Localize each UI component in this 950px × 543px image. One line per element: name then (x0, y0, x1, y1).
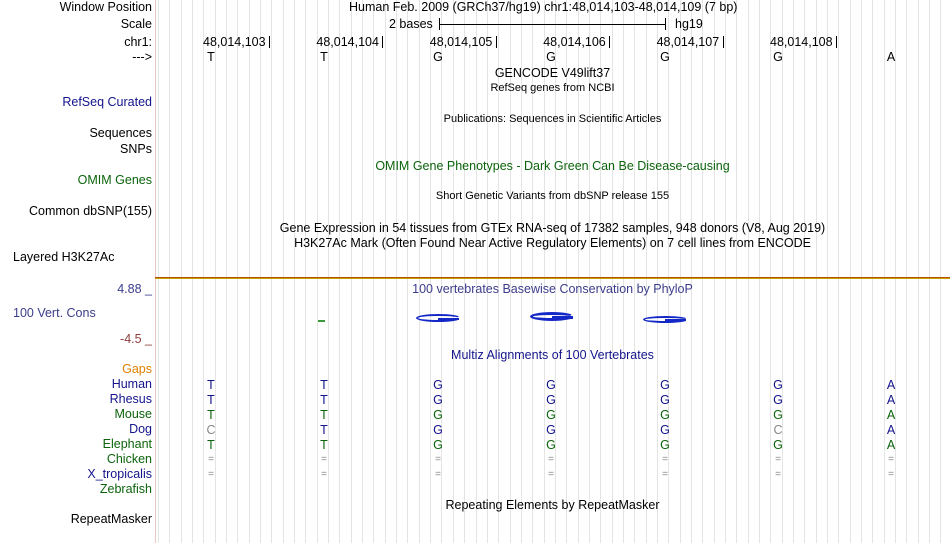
alignment-base: G (433, 423, 443, 437)
alignment-base: T (207, 438, 215, 452)
alignment-base: G (433, 393, 443, 407)
omim-track-label[interactable]: OMIM Genes (77, 173, 152, 187)
scale-label: Scale (120, 17, 152, 31)
phylop-track-title[interactable]: 100 vertebrates Basewise Conservation by PhyloP (412, 282, 693, 296)
dbsnp-track-label[interactable]: Common dbSNP(155) (29, 204, 152, 218)
alignment-base: G (546, 408, 556, 422)
alignment-base: G (660, 393, 670, 407)
alignment-base: = (548, 454, 554, 465)
alignment-base: G (660, 438, 670, 452)
sequence-base: G (660, 50, 670, 64)
alignment-base: T (207, 393, 215, 407)
alignment-base: G (773, 393, 783, 407)
refseq-track-title[interactable]: RefSeq genes from NCBI (490, 82, 615, 94)
scale-text: 2 bases (389, 17, 433, 31)
chrom-label: chr1: (124, 35, 152, 49)
assembly-position: Human Feb. 2009 (GRCh37/hg19) chr1:48,014,103-48,014,109 (7 bp) (349, 0, 738, 14)
alignment-base: G (773, 438, 783, 452)
strand-label: ---> (132, 50, 152, 64)
sequences-track-label[interactable]: Sequences (89, 126, 152, 140)
phylop-logo-t (318, 320, 325, 322)
coordinate-tick (269, 36, 270, 48)
alignment-base: T (320, 393, 328, 407)
coordinate-tick (836, 36, 837, 48)
species-label-human[interactable]: Human (111, 377, 152, 391)
alignment-base: A (886, 423, 896, 437)
h3k27ac-signal-line-2 (155, 278, 950, 279)
alignment-base: T (207, 378, 215, 392)
dbsnp-track-title[interactable]: Short Genetic Variants from dbSNP release 155 (435, 190, 670, 202)
snps-track-label[interactable]: SNPs (120, 142, 152, 156)
h3k27ac-track-label[interactable]: Layered H3K27Ac (13, 250, 115, 264)
phylop-track-label[interactable]: 100 Vert. Cons (13, 306, 96, 320)
window-position-label: Window Position (59, 0, 152, 14)
species-label-mouse[interactable]: Mouse (114, 407, 152, 421)
alignment-base: C (206, 423, 216, 437)
alignment-base: G (660, 423, 670, 437)
alignment-base: G (546, 378, 556, 392)
gencode-track-title[interactable]: GENCODE V49lift37 (494, 66, 611, 80)
coordinate-label: 48,014,103 (203, 35, 266, 49)
sequence-base: T (207, 50, 215, 64)
alignment-base: G (660, 378, 670, 392)
multiz-track-title[interactable]: Multiz Alignments of 100 Vertebrates (451, 348, 654, 362)
omim-track-title[interactable]: OMIM Gene Phenotypes - Dark Green Can Be Disease-causing (375, 159, 730, 173)
species-label-zebrafish[interactable]: Zebrafish (99, 482, 152, 496)
coordinate-tick (382, 36, 383, 48)
alignment-base: = (888, 454, 894, 465)
alignment-base: G (433, 378, 443, 392)
alignment-base: G (433, 408, 443, 422)
alignment-base: = (435, 469, 441, 480)
species-label-rhesus[interactable]: Rhesus (109, 392, 152, 406)
alignment-base: = (775, 454, 781, 465)
alignment-base: G (773, 378, 783, 392)
repeatmasker-track-title[interactable]: Repeating Elements by RepeatMasker (445, 498, 660, 512)
repeatmasker-track-label[interactable]: RepeatMasker (70, 512, 152, 526)
alignment-base: A (886, 408, 896, 422)
sequence-base: G (546, 50, 556, 64)
scale-bar (439, 17, 666, 31)
phylop-logo-g3 (643, 316, 688, 323)
coordinate-label: 48,014,108 (770, 35, 833, 49)
sequence-base: A (886, 50, 896, 64)
alignment-base: = (888, 469, 894, 480)
phylop-logo-g1 (416, 314, 461, 322)
gtex-track-title[interactable]: Gene Expression in 54 tissues from GTEx RNA-seq of 17382 samples, 948 donors (V8, Aug 2019) (279, 221, 826, 235)
alignment-base: A (886, 378, 896, 392)
gaps-label[interactable]: Gaps (122, 362, 152, 376)
alignment-base: A (886, 393, 896, 407)
alignment-base: T (320, 408, 328, 422)
coordinate-label: 48,014,107 (656, 35, 720, 49)
db-name: hg19 (675, 17, 703, 31)
coordinate-tick (609, 36, 610, 48)
coordinate-label: 48,014,105 (429, 35, 493, 49)
refseq-track-label[interactable]: RefSeq Curated (62, 95, 152, 109)
alignment-base: G (660, 408, 670, 422)
alignment-base: G (773, 408, 783, 422)
species-label-x_tropicalis[interactable]: X_tropicalis (87, 467, 152, 481)
alignment-base: = (208, 469, 214, 480)
alignment-base: A (886, 438, 896, 452)
alignment-base: G (546, 393, 556, 407)
alignment-base: T (320, 378, 328, 392)
alignment-base: = (208, 454, 214, 465)
phylop-max-label: 4.88 _ (117, 282, 152, 296)
species-label-dog[interactable]: Dog (129, 422, 152, 436)
alignment-base: T (320, 438, 328, 452)
phylop-min-label: -4.5 _ (120, 332, 152, 346)
h3k27ac-track-title[interactable]: H3K27Ac Mark (Often Found Near Active Regulatory Elements) on 7 cell lines from ENCODE (294, 236, 811, 250)
coordinate-tick (496, 36, 497, 48)
alignment-base: T (320, 423, 328, 437)
alignment-base: = (435, 454, 441, 465)
phylop-logo-g2 (530, 312, 574, 321)
alignment-base: T (207, 408, 215, 422)
coordinate-label: 48,014,104 (316, 35, 379, 49)
alignment-base: = (662, 454, 668, 465)
coordinate-tick (723, 36, 724, 48)
species-label-chicken[interactable]: Chicken (106, 452, 152, 466)
alignment-base: = (321, 469, 327, 480)
sequence-base: G (773, 50, 783, 64)
alignment-base: = (775, 469, 781, 480)
sequence-base: T (320, 50, 328, 64)
alignment-base: = (662, 469, 668, 480)
sequence-base: G (433, 50, 443, 64)
alignment-base: G (433, 438, 443, 452)
alignment-base: G (546, 438, 556, 452)
coordinate-label: 48,014,106 (543, 35, 606, 49)
alignment-base: G (546, 423, 556, 437)
publications-track-title[interactable]: Publications: Sequences in Scientific Articles (443, 113, 662, 125)
alignment-base: C (773, 423, 783, 437)
alignment-base: = (548, 469, 554, 480)
alignment-base: = (321, 454, 327, 465)
species-label-elephant[interactable]: Elephant (102, 437, 152, 451)
